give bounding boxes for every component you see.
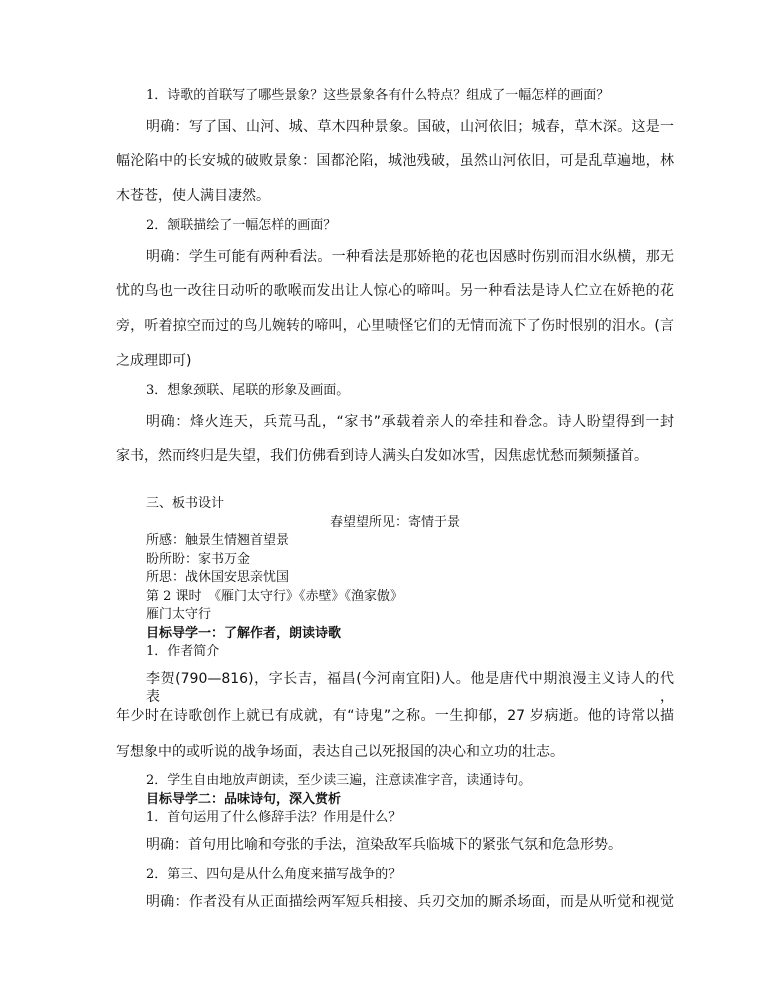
author-intro-line-2: 年少时在诗歌创作上就已有成就，有“诗鬼”之称。一生抑郁，27 岁病逝。他的诗常以描 bbox=[116, 708, 674, 724]
answer-1-line-3: 木苍苍，使人满目凄然。 bbox=[116, 188, 270, 204]
lesson-2-heading: 第 2 课时 《雁门太守行》《赤壁》《渔家傲》 bbox=[146, 589, 404, 604]
section-heading-board-design: 三、板书设计 bbox=[146, 496, 225, 511]
answer-2-line-1: 明确：学生可能有两种看法。一种看法是那娇艳的花也因感时伤别而泪水纵横，那无 bbox=[146, 249, 674, 265]
question-5: 2．第三、四句是从什么角度来描写战争的？ bbox=[146, 867, 402, 882]
answer-2-line-4: 之成理即可) bbox=[116, 353, 192, 369]
author-intro-heading: 1．作者简介 bbox=[146, 644, 220, 659]
author-intro-line-1: 李贺(790—816)，字长吉，福昌(今河南宜阳)人。他是唐代中期浪漫主义诗人的代表， bbox=[146, 671, 674, 705]
board-line-3: 所思：战休国安思亲忧国 bbox=[146, 570, 290, 585]
goal-2-heading: 目标导学二：品味诗句，深入赏析 bbox=[146, 792, 342, 807]
answer-3-line-1: 明确：烽火连天，兵荒马乱，“家书”承载着亲人的牵挂和眷念。诗人盼望得到一封 bbox=[146, 414, 674, 430]
author-intro-line-3: 写想象中的或听说的战争场面，表达自己以死报国的决心和立功的壮志。 bbox=[116, 744, 564, 760]
question-1: 1．诗歌的首联写了哪些景象？这些景象各有什么特点？组成了一幅怎样的画面？ bbox=[146, 88, 610, 103]
poem-title: 雁门太守行 bbox=[146, 607, 212, 622]
question-4: 1．首句运用了什么修辞手法？作用是什么？ bbox=[146, 810, 402, 825]
answer-2-line-3: 旁，听着掠空而过的鸟儿婉转的啼叫，心里啧怪它们的无情而流下了伤时恨别的泪水。(言 bbox=[116, 318, 674, 334]
question-2: 2．颔联描绘了一幅怎样的画面？ bbox=[146, 218, 337, 233]
answer-1-line-1: 明确：写了国、山河、城、草木四种景象。国破，山河依旧；城春，草木深。这是一 bbox=[146, 119, 674, 135]
goal-1-heading: 目标导学一：了解作者，朗读诗歌 bbox=[146, 626, 342, 641]
board-line-2: 盼所盼：家书万金 bbox=[146, 552, 251, 567]
answer-1-line-2: 幅沦陷中的长安城的破败景象：国都沦陷，城池残破，虽然山河依旧，可是乱草遍地，林 bbox=[116, 153, 674, 169]
board-title: 春望望所见：寄情于景 bbox=[330, 515, 461, 530]
answer-4: 明确：首句用比喻和夸张的手法，渲染敌军兵临城下的紧张气氛和危急形势。 bbox=[146, 837, 622, 853]
answer-2-line-2: 忧的鸟也一改往日动听的歌喉而发出让人惊心的啼叫。另一种看法是诗人伫立在娇艳的花 bbox=[116, 283, 674, 299]
question-3: 3．想象颈联、尾联的形象及画面。 bbox=[146, 383, 350, 398]
read-aloud-instruction: 2．学生自由地放声朗读，至少读三遍，注意读准字音，读通诗句。 bbox=[146, 773, 532, 788]
board-line-1: 所感：触景生情翘首望景 bbox=[146, 533, 290, 548]
answer-5: 明确：作者没有从正面描绘两军短兵相接、兵刃交加的厮杀场面，而是从听觉和视觉 bbox=[146, 894, 674, 910]
answer-3-line-2: 家书，然而终归是失望，我们仿佛看到诗人满头白发如冰雪，因焦虑忧愁而频频搔首。 bbox=[116, 448, 648, 464]
